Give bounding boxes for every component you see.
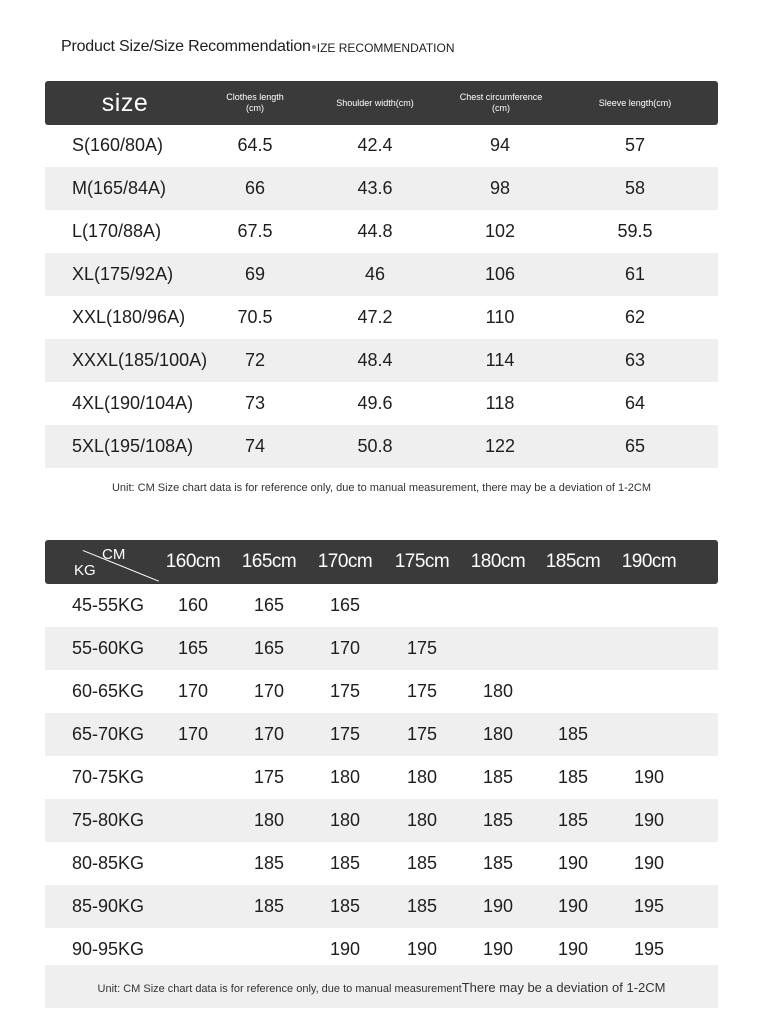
sleeve-length-cell: 65 [624,436,646,456]
shoulder-width-cell: 42.4 [357,135,393,155]
sleeve-length-cell: 63 [624,350,646,370]
recommended-size-cell: 160 [177,595,209,615]
recommended-size-cell: 185 [406,896,438,916]
recommended-size-cell: 185 [557,810,589,830]
clothes-length-cell: 73 [244,393,266,413]
recommended-size-cell: 190 [482,939,514,959]
recommended-size-cell: 195 [633,939,665,959]
header-height-0: 160cm [165,551,221,572]
shoulder-width-cell: 46 [364,264,386,284]
recommended-size-cell: 185 [329,896,361,916]
clothes-length-cell: 74 [244,436,266,456]
recommended-size-cell: 185 [253,896,285,916]
recommendation-note-b: There may be a deviation of 1-2CM [461,980,666,995]
sleeve-length-cell: 62 [624,307,646,327]
recommended-size-cell: 180 [329,767,361,787]
table-row [45,627,718,670]
recommended-size-cell: 175 [329,681,361,701]
clothes-length-cell: 72 [244,350,266,370]
recommended-size-cell: 180 [482,681,514,701]
weight-cell: 90-95KG [72,939,145,959]
size-cell: XXXL(185/100A) [72,350,208,370]
clothes-length-cell: 70.5 [237,307,273,327]
weight-cell: 65-70KG [72,724,145,744]
sleeve-length-cell: 61 [624,264,646,284]
sleeve-length-cell: 64 [624,393,646,413]
title-sub: IZE RECOMMENDATION [316,41,455,55]
recommended-size-cell: 175 [329,724,361,744]
recommended-size-cell: 185 [482,853,514,873]
recommended-size-cell: 190 [633,767,665,787]
chest-cell: 106 [484,264,516,284]
header-size: size [101,88,149,117]
shoulder-width-cell: 43.6 [357,178,393,198]
recommended-size-cell: 165 [253,638,285,658]
table-row [45,425,718,468]
chest-cell: 98 [489,178,511,198]
recommended-size-cell [468,584,528,627]
recommended-size-cell: 190 [557,896,589,916]
chest-cell: 94 [489,135,511,155]
recommended-size-cell: 170 [329,638,361,658]
recommended-size-cell [543,584,603,627]
recommended-size-cell [163,842,223,885]
recommended-size-cell: 190 [633,810,665,830]
recommended-size-cell [163,799,223,842]
recommended-size-cell: 170 [253,724,285,744]
header-height-3: 175cm [394,551,450,572]
recommended-size-cell [468,627,528,670]
weight-cell: 85-90KG [72,896,145,916]
header-height-4: 180cm [470,551,526,572]
shoulder-width-cell: 49.6 [357,393,393,413]
recommended-size-cell: 185 [557,724,589,744]
recommended-size-cell: 180 [482,724,514,744]
table-row [45,584,718,627]
table-row [45,756,718,799]
recommended-size-cell: 190 [329,939,361,959]
weight-cell: 75-80KG [72,810,145,830]
recommended-size-cell: 185 [329,853,361,873]
recommendation-table [45,540,718,1010]
chest-cell: 110 [485,307,515,327]
recommended-size-cell: 195 [633,896,665,916]
page-title [61,38,455,60]
recommended-size-cell: 175 [406,638,438,658]
recommended-size-cell: 190 [406,939,438,959]
shoulder-width-cell: 50.8 [357,436,393,456]
recommended-size-cell: 190 [482,896,514,916]
recommended-size-cell: 190 [557,939,589,959]
header-height-6: 190cm [621,551,677,572]
header-chest-circumference: Chest circumference (cm) [459,92,543,113]
recommendation-note [45,980,718,995]
recommended-size-cell: 180 [329,810,361,830]
size-cell: S(160/80A) [72,135,164,155]
table-row [45,799,718,842]
recommended-size-cell [163,885,223,928]
recommended-size-cell: 170 [253,681,285,701]
sleeve-length-cell: 59.5 [617,221,653,241]
header-corner [45,540,163,584]
weight-cell: 70-75KG [72,767,145,787]
header-height-2: 170cm [317,551,373,572]
table-row [45,885,718,928]
chest-cell: 122 [484,436,516,456]
table-row [45,124,718,167]
shoulder-width-cell: 48.4 [357,350,393,370]
chest-cell: 118 [485,393,515,413]
table-row [45,296,718,339]
sleeve-length-cell: 58 [624,178,646,198]
recommended-size-cell [543,627,603,670]
size-table [45,81,718,494]
header-shoulder-width: Shoulder width(cm) [336,97,414,108]
recommended-size-cell [619,584,679,627]
recommended-size-cell: 170 [177,681,209,701]
recommended-size-cell: 180 [253,810,285,830]
weight-cell: 45-55KG [72,595,145,615]
recommendation-table-header [45,540,718,584]
clothes-length-cell: 67.5 [237,221,273,241]
recommended-size-cell: 190 [557,853,589,873]
header-kg: KG [74,562,96,579]
recommended-size-cell [619,627,679,670]
recommendation-note-a: Unit: CM Size chart data is for reference only, due to manual measurement [97,983,462,995]
recommended-size-cell [619,670,679,713]
recommended-size-cell: 175 [253,767,285,787]
recommended-size-cell: 175 [406,681,438,701]
header-cm: CM [102,546,126,563]
size-cell: XXL(180/96A) [72,307,186,327]
table-row [45,842,718,885]
recommended-size-cell [163,756,223,799]
recommended-size-cell: 185 [406,853,438,873]
recommended-size-cell [392,584,452,627]
size-cell: M(165/84A) [72,178,167,198]
recommended-size-cell: 185 [557,767,589,787]
clothes-length-cell: 64.5 [237,135,273,155]
weight-cell: 55-60KG [72,638,145,658]
recommended-size-cell: 185 [253,853,285,873]
table-row [45,167,718,210]
table-row [45,210,718,253]
recommended-size-cell: 180 [406,810,438,830]
size-cell: 4XL(190/104A) [72,393,194,413]
recommended-size-cell: 190 [633,853,665,873]
size-cell: XL(175/92A) [72,264,174,284]
title-main: Product Size/Size Recommendation [61,38,311,55]
size-table-header [45,81,718,125]
table-row [45,253,718,296]
weight-cell: 80-85KG [72,853,145,873]
weight-cell: 60-65KG [72,681,145,701]
recommended-size-cell: 165 [329,595,361,615]
clothes-length-cell: 66 [244,178,266,198]
chest-cell: 102 [484,221,516,241]
size-table-note: Unit: CM Size chart data is for reference only, due to manual measurement, there may be a deviation of 1-2CM [111,482,652,494]
title-dot [312,45,316,49]
shoulder-width-cell: 44.8 [357,221,393,241]
recommended-size-cell [543,670,603,713]
header-height-1: 165cm [241,551,297,572]
recommended-size-cell: 180 [406,767,438,787]
sleeve-length-cell: 57 [624,135,646,155]
size-cell: 5XL(195/108A) [72,436,194,456]
table-row [45,382,718,425]
shoulder-width-cell: 47.2 [357,307,393,327]
recommended-size-cell: 170 [177,724,209,744]
recommended-size-cell: 185 [482,810,514,830]
recommended-size-cell: 185 [482,767,514,787]
recommended-size-cell [619,713,679,756]
recommended-size-cell: 165 [253,595,285,615]
header-height-5: 185cm [545,551,601,572]
table-row [45,339,718,382]
chest-cell: 114 [485,350,515,370]
header-sleeve-length: Sleeve length(cm) [598,97,672,108]
table-row [45,713,718,756]
size-cell: L(170/88A) [72,221,162,241]
header-clothes-length: Clothes length (cm) [226,92,284,113]
table-row [45,670,718,713]
recommended-size-cell: 165 [177,638,209,658]
recommended-size-cell: 175 [406,724,438,744]
clothes-length-cell: 69 [244,264,266,284]
